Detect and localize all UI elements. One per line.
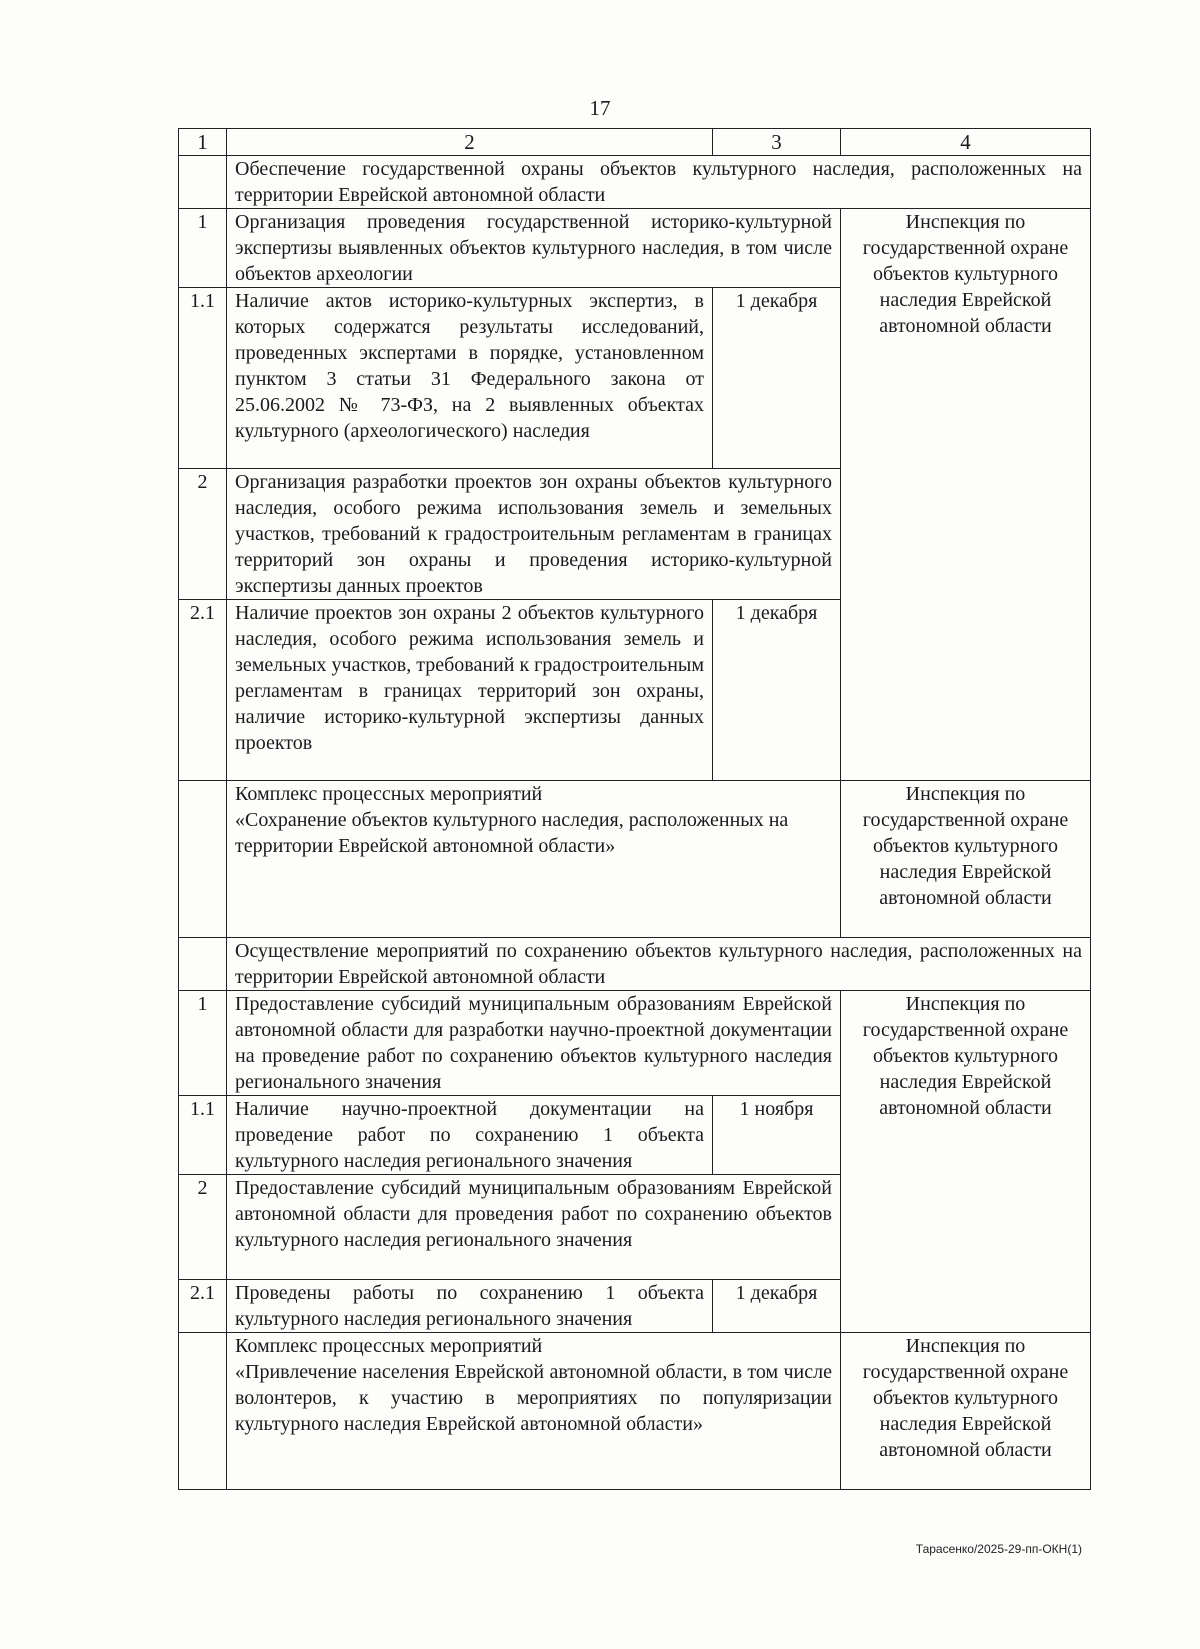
header-col-3: 3	[713, 129, 841, 156]
complex-label: Комплекс процессных мероприятий	[235, 1335, 543, 1357]
row-text: Предоставление субсидий муниципальным образованиям Еврейской автономной области для проведения работ по сохранению объектов культурного наследия регионального значения	[227, 1175, 841, 1280]
page-number: 17	[589, 96, 611, 120]
row-deadline: 1 декабря	[713, 600, 841, 781]
table-row	[179, 209, 1091, 288]
row-number: 2	[179, 1175, 227, 1280]
row-deadline: 1 ноября	[713, 1096, 841, 1175]
empty-num-cell	[179, 156, 227, 209]
row-number: 1.1	[179, 1096, 227, 1175]
row-text: Наличие актов историко-культурных экспертиз, в которых содержатся результаты исследований, проведенных экспертами в порядке, установленном пунктом 3 статьи 31 Федерального закона от 25.06.2002 № 73-ФЗ, на 2 выявленных объектах культурного (археологического) наследия	[227, 288, 713, 469]
header-col-1: 1	[179, 129, 227, 156]
row-text: Организация разработки проектов зон охраны объектов культурного наследия, особого режима использования земель и земельных участков, требований к градостроительным регламентам в границах территорий зон охраны и проведения историко-культурной экспертизы данных проектов	[227, 469, 841, 600]
responsible-executor: Инспекция по государственной охране объектов культурного наследия Еврейской автономной области	[841, 991, 1091, 1333]
section-title: Осуществление мероприятий по сохранению объектов культурного наследия, расположенных на территории Еврейской автономной области	[227, 938, 1091, 991]
row-number: 1	[179, 991, 227, 1096]
complex-label: Комплекс процессных мероприятий	[235, 783, 543, 805]
complex-row	[179, 781, 1091, 938]
responsible-executor: Инспекция по государственной охране объектов культурного наследия Еврейской автономной области	[841, 209, 1091, 781]
row-deadline: 1 декабря	[713, 1280, 841, 1333]
row-text: Проведены работы по сохранению 1 объекта культурного наследия регионального значения	[227, 1280, 713, 1333]
section-title-row	[179, 938, 1091, 991]
complex-name: «Сохранение объектов культурного наследия, расположенных на территории Еврейской автономной области»	[235, 809, 789, 857]
row-number: 1.1	[179, 288, 227, 469]
row-number: 2	[179, 469, 227, 600]
row-number: 2.1	[179, 600, 227, 781]
row-number: 2.1	[179, 1280, 227, 1333]
row-deadline: 1 декабря	[713, 288, 841, 469]
table-header-row	[179, 129, 1091, 156]
section-title: Обеспечение государственной охраны объектов культурного наследия, расположенных на территории Еврейской автономной области	[227, 156, 1091, 209]
complex-name: «Привлечение населения Еврейской автономной области, в том числе волонтеров, к участию в мероприятиях по популяризации культурного наследия Еврейской автономной области»	[235, 1361, 832, 1435]
responsible-executor: Инспекция по государственной охране объектов культурного наследия Еврейской автономной области	[841, 781, 1091, 938]
empty-num-cell	[179, 938, 227, 991]
table-row	[179, 991, 1091, 1096]
row-text: Наличие проектов зон охраны 2 объектов культурного наследия, особого режима использования земель и земельных участков, требований к градостроительным регламентам в границах территорий зон охраны, наличие историко-культурной экспертизы данных проектов	[227, 600, 713, 781]
complex-row	[179, 1333, 1091, 1490]
section-title-row	[179, 156, 1091, 209]
complex-cell	[227, 781, 841, 938]
empty-num-cell	[179, 781, 227, 938]
responsible-executor: Инспекция по государственной охране объектов культурного наследия Еврейской автономной области	[841, 1333, 1091, 1490]
header-col-2: 2	[227, 129, 713, 156]
header-col-4: 4	[841, 129, 1091, 156]
empty-num-cell	[179, 1333, 227, 1490]
row-text: Наличие научно-проектной документации на проведение работ по сохранению 1 объекта культурного наследия регионального значения	[227, 1096, 713, 1175]
row-number: 1	[179, 209, 227, 288]
complex-cell	[227, 1333, 841, 1490]
row-text: Предоставление субсидий муниципальным образованиям Еврейской автономной области для разработки научно-проектной документации на проведение работ по сохранению объектов культурного наследия регионального значения	[227, 991, 841, 1096]
activities-table	[178, 128, 1091, 1490]
row-text: Организация проведения государственной историко-культурной экспертизы выявленных объектов культурного наследия, в том числе объектов археологии	[227, 209, 841, 288]
document-code: Тарасенко/2025-29-пп-ОКН(1)	[915, 1542, 1082, 1556]
